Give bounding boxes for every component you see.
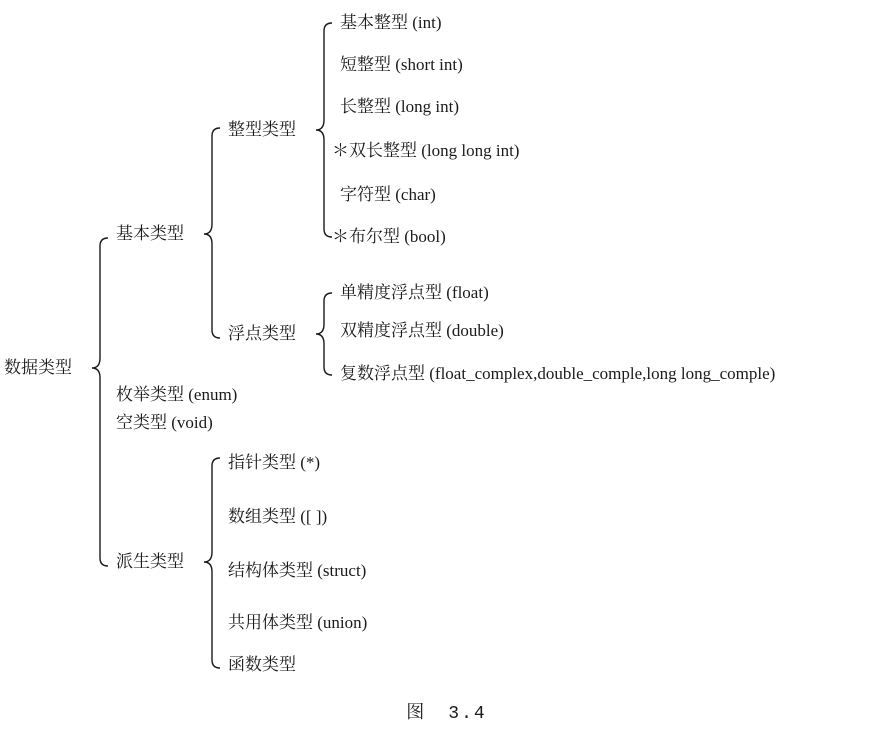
integer-item: ＊双长整型 (long long int)	[332, 141, 520, 160]
derived-item: 共用体类型 (union)	[228, 613, 368, 632]
float-item: 复数浮点型 (float_complex,double_comple,long long_comple)	[340, 364, 776, 383]
basic-type-label: 基本类型	[116, 224, 184, 243]
derived-brace	[204, 458, 220, 668]
integer-item: 短整型 (short int)	[340, 55, 463, 74]
caption-figure-word: 图	[406, 702, 427, 722]
enum-type-label: 枚举类型 (enum)	[116, 385, 238, 404]
caption-figure-number: 3.4	[448, 704, 487, 724]
integer-item: ＊布尔型 (bool)	[332, 227, 446, 246]
float-item: 双精度浮点型 (double)	[340, 321, 504, 340]
void-type-label: 空类型 (void)	[116, 413, 213, 432]
integer-item: 字符型 (char)	[340, 185, 436, 204]
integer-item: 基本整型 (int)	[340, 13, 442, 32]
integer-item: 长整型 (long int)	[340, 97, 459, 116]
derived-item: 函数类型	[228, 655, 296, 674]
float-brace	[316, 293, 332, 375]
derived-item: 指针类型 (*)	[228, 453, 321, 472]
float-item: 单精度浮点型 (float)	[340, 283, 489, 302]
basic-brace	[204, 128, 220, 338]
root-label: 数据类型	[4, 358, 72, 377]
root-brace	[92, 238, 108, 566]
derived-item: 结构体类型 (struct)	[228, 561, 367, 580]
integer-brace	[316, 23, 332, 237]
figure-caption	[0, 698, 893, 724]
derived-type-label: 派生类型	[116, 552, 184, 571]
integer-type-label: 整型类型	[228, 120, 296, 139]
float-type-label: 浮点类型	[228, 324, 296, 343]
derived-item: 数组类型 ([ ])	[228, 507, 328, 526]
